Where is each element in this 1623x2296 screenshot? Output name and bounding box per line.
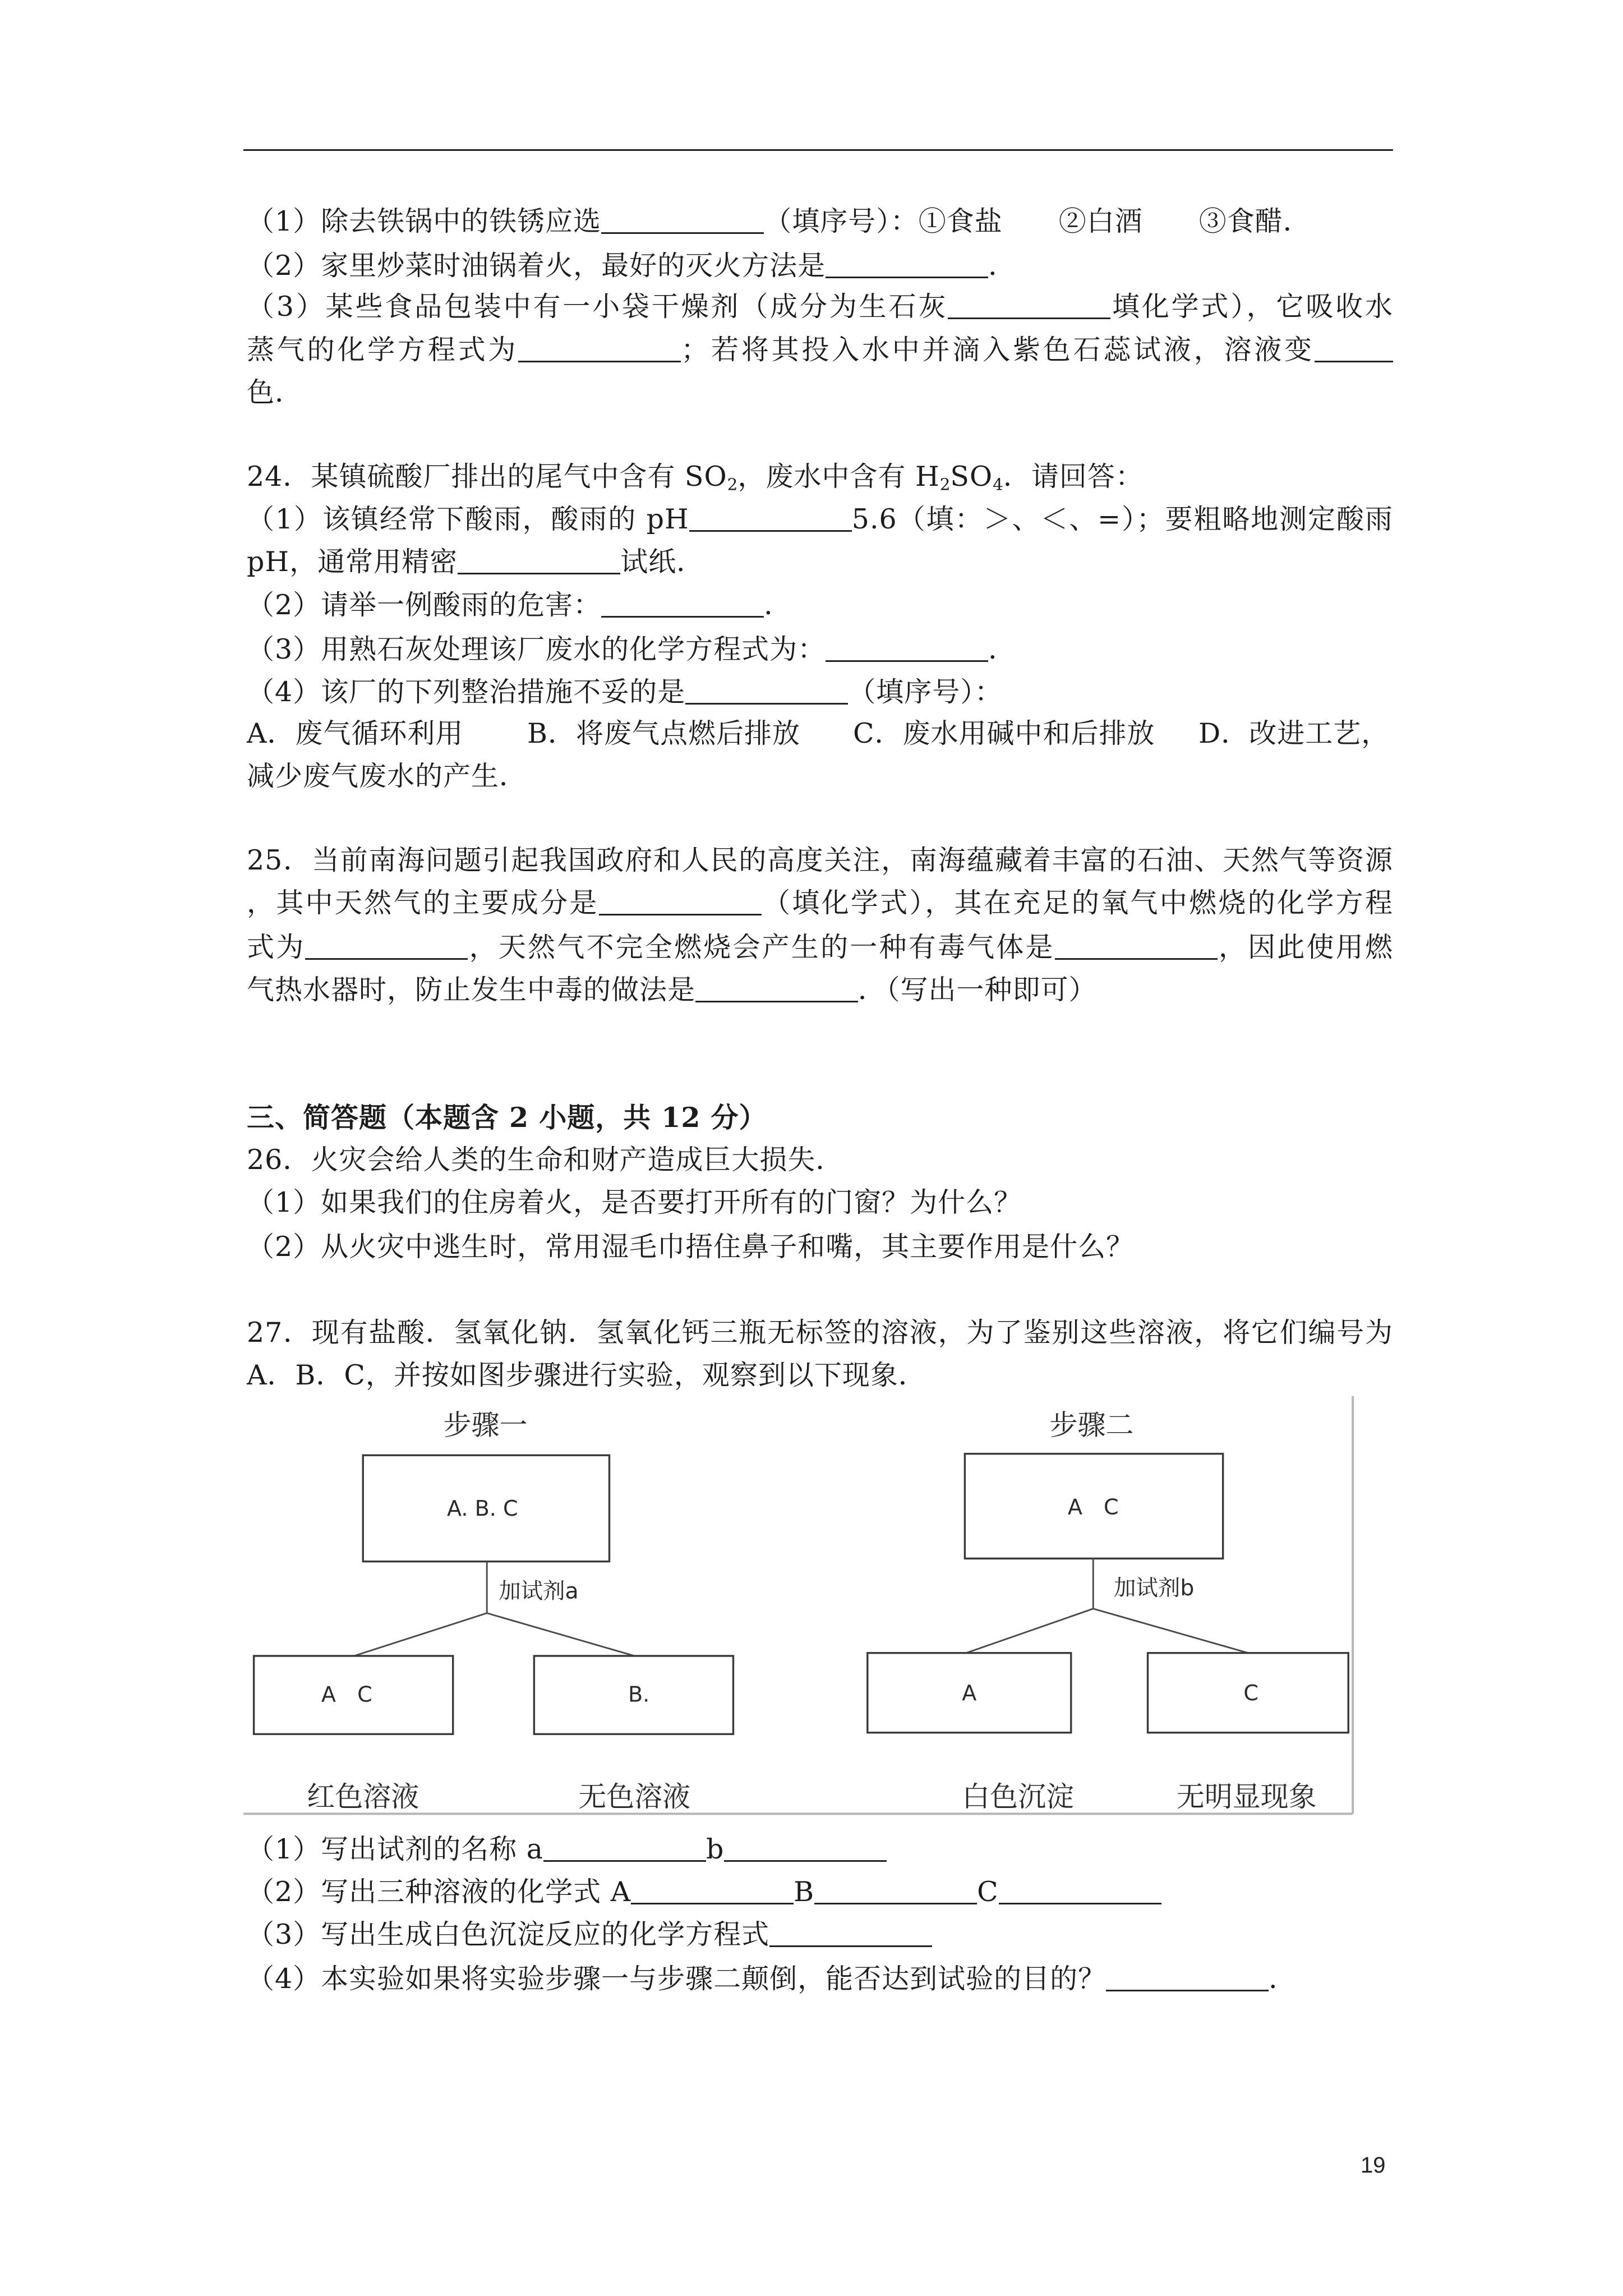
q24-option-c: C．废水用碱中和后排放 <box>853 717 1155 749</box>
answer-blank <box>518 338 681 362</box>
q26-part-2-text: （2）从火灾中逃生时，常用湿毛巾捂住鼻子和嘴，其主要作用是什么？ <box>247 1231 1135 1263</box>
q24-option-b: B．将废气点燃后排放 <box>527 717 801 749</box>
answer-blank <box>826 638 988 662</box>
answer-blank <box>769 1923 932 1947</box>
q24-option-d-continued <box>247 757 527 796</box>
q27-part-4-text: （4）本实验如果将实验步骤一与步骤二颠倒，能否达到试验的目的？ <box>247 1963 1106 1995</box>
q24-part-1-text: （1）该镇经常下酸雨，酸雨的 pH <box>247 503 689 535</box>
q25-line-3-cont: ，天然气不完全燃烧会产生的一种有毒气体是 <box>468 931 1055 963</box>
q24-part-3-text: （3）用熟石灰处理该厂废水的化学方程式为： <box>247 633 826 665</box>
q25-line-2-text: ，其中天然气的主要成分是 <box>247 887 599 919</box>
q27-part-4-end: ． <box>1269 1963 1297 1995</box>
q27-part-3-text: （3）写出生成白色沉淀反应的化学方程式 <box>247 1918 770 1950</box>
q27-part-2-text: （2）写出三种溶液的化学式 A <box>247 1876 631 1908</box>
q24-part-4 <box>247 673 1003 712</box>
q25-line-1-text: 25．当前南海问题引起我国政府和人民的高度关注，南海蕴藏着丰富的石油、天然气等资源 <box>247 844 1393 876</box>
q27-part-3 <box>247 1915 932 1954</box>
q24-part-1-line-2 <box>247 542 704 582</box>
answer-blank <box>1055 936 1218 960</box>
subscript: 2 <box>939 475 951 494</box>
q26-part-2 <box>247 1227 1134 1267</box>
q27-part-1-text: （1）写出试剂的名称 a <box>247 1833 543 1865</box>
connector-line <box>354 1613 487 1656</box>
q27-stem-line-2 <box>247 1356 926 1395</box>
q25-line-1 <box>247 841 1393 880</box>
q24-part-1-text-cont: 5.6（填：＞、＜、=）；要粗略地测定酸雨 <box>851 503 1394 535</box>
subscript: 2 <box>727 475 738 494</box>
q23-part-3-line-2-cont: ；若将其投入水中并滴入紫色石蕊试液，溶液变 <box>681 334 1315 366</box>
q24-part-3 <box>247 630 1016 669</box>
step-1-start-label: A. B. C <box>446 1496 518 1521</box>
q24-part-2-end: ． <box>764 589 792 621</box>
q24-part-4-text: （4）该厂的下列整治措施不妥的是 <box>247 676 686 708</box>
answer-blank <box>543 1838 706 1862</box>
step-1-reagent-label: 加试剂a <box>499 1578 579 1604</box>
q26-part-1 <box>247 1183 1022 1222</box>
step-1-flowchart <box>254 1409 734 1813</box>
step-2-right-result-label: C <box>1243 1680 1258 1705</box>
q23-part-1 <box>247 202 1311 241</box>
answer-blank <box>1315 338 1393 362</box>
section-3-heading-text: 三、简答题（本题含 2 小题，共 12 分） <box>247 1101 767 1134</box>
q27-part-2-b: B <box>794 1876 815 1908</box>
answer-blank <box>999 1880 1161 1904</box>
subscript: 4 <box>993 475 1003 494</box>
q27-stem-line-1-text: 27．现有盐酸．氢氧化钠．氢氧化钙三瓶无标签的溶液，为了鉴别这些溶液，将它们编号为 <box>247 1317 1393 1349</box>
step-2-right-observation: 无明显现象 <box>1176 1780 1317 1814</box>
q23-part-1-text: （1）除去铁锅中的铁锈应选 <box>247 205 602 237</box>
q23-part-3-text-cont: 填化学式），它吸收水 <box>1110 291 1393 323</box>
header-rule <box>243 149 1393 151</box>
q24-stem <box>247 457 1144 496</box>
q23-part-2-end: ． <box>988 250 1017 282</box>
q23-part-3-line-3-text: 色． <box>247 376 303 408</box>
q24-part-1-line-2-text: pH，通常用精密 <box>247 546 458 578</box>
answer-blank <box>305 936 468 960</box>
q24-part-1-line-1 <box>247 500 1393 539</box>
q25-line-2-cont: （填化学式），其在充足的氧气中燃烧的化学方程 <box>761 887 1393 919</box>
q23-part-2-text: （2）家里炒菜时油锅着火，最好的灭火方法是 <box>247 250 826 282</box>
q24-part-3-end: ． <box>988 633 1017 665</box>
step-1-left-result-label: A C <box>321 1682 372 1707</box>
q25-line-3 <box>247 928 1393 967</box>
q24-options <box>247 714 1393 753</box>
step-2-left-result-label: A <box>962 1680 977 1705</box>
q27-part-1-b: b <box>706 1833 725 1865</box>
answer-blank <box>601 210 764 234</box>
step-1-right-observation: 无色溶液 <box>578 1780 691 1814</box>
connector-line <box>487 1613 634 1656</box>
q23-part-3-line-2 <box>247 330 1393 370</box>
step-2-left-observation: 白色沉淀 <box>962 1780 1075 1814</box>
q23-part-3-text: （3）某些食品包装中有一小袋干燥剂（成分为生石灰 <box>247 291 948 323</box>
q25-line-4-text: 气热水器时，防止发生中毒的做法是 <box>247 974 696 1006</box>
q25-line-4-end: ．（写出一种即可） <box>858 974 1097 1006</box>
connector-line <box>1093 1609 1248 1653</box>
answer-blank <box>458 550 620 574</box>
q25-line-3-text: 式为 <box>247 931 306 963</box>
step-2-reagent-label: 加试剂b <box>1114 1575 1195 1602</box>
experiment-steps-diagram <box>243 1396 1354 1815</box>
q23-part-3-line-3 <box>247 373 303 412</box>
answer-blank <box>601 593 764 618</box>
q27-stem-line-2-text: A．B．C，并按如图步骤进行实验，观察到以下现象． <box>247 1359 926 1391</box>
q26-part-1-text: （1）如果我们的住房着火，是否要打开所有的门窗？为什么？ <box>247 1186 1022 1218</box>
connector-line <box>966 1609 1093 1653</box>
q23-part-1-options: （填序号）：①食盐 ②白酒 ③食醋． <box>764 205 1311 237</box>
step-1-right-result-label: B. <box>628 1682 650 1707</box>
q27-stem-line-1 <box>247 1313 1393 1352</box>
answer-blank <box>826 254 988 278</box>
q25-line-2 <box>247 884 1393 923</box>
answer-blank <box>685 680 848 705</box>
q24-option-d-cont-text: 减少废气废水的产生． <box>247 760 528 792</box>
q24-option-d: D．改进工艺， <box>1198 717 1390 749</box>
answer-blank <box>599 891 762 915</box>
q27-part-2 <box>247 1872 1161 1912</box>
answer-blank <box>814 1880 977 1904</box>
q26-stem-text: 26．火灾会给人类的生命和财产造成巨大损失． <box>247 1144 844 1176</box>
step-2-start-label: A C <box>1067 1494 1119 1520</box>
q27-part-4 <box>247 1959 1297 1999</box>
q27-part-1 <box>247 1830 887 1869</box>
q24-part-4-end: （填序号）： <box>848 676 1003 708</box>
answer-blank <box>631 1880 794 1904</box>
answer-blank <box>695 978 858 1002</box>
step-1-left-observation: 红色溶液 <box>307 1780 419 1814</box>
q24-stem-text: SO <box>950 461 993 493</box>
q24-stem-text: 24．某镇硫酸厂排出的尾气中含有 SO <box>247 461 727 493</box>
q24-part-2-text: （2）请举一例酸雨的危害： <box>247 589 602 621</box>
step-2-title: 步骤二 <box>1049 1409 1134 1442</box>
page-number: 19 <box>1361 2153 1386 2178</box>
q24-stem-text: ．请回答： <box>1003 461 1144 493</box>
q27-part-2-c: C <box>977 1876 999 1908</box>
answer-blank <box>1106 1967 1269 1991</box>
answer-blank <box>948 295 1110 319</box>
q23-part-3-line-1 <box>247 287 1393 326</box>
answer-blank <box>689 508 852 532</box>
q25-line-4 <box>247 970 1097 1010</box>
q24-stem-text: ，废水中含有 H <box>737 461 940 493</box>
q26-stem <box>247 1140 843 1180</box>
q25-line-3-end: ，因此使用燃 <box>1217 931 1393 963</box>
answer-blank <box>724 1838 887 1862</box>
q24-option-a: A．废气循环利用 <box>247 717 464 749</box>
q23-part-2 <box>247 246 1016 286</box>
step-2-flowchart <box>868 1409 1348 1813</box>
q23-part-3-line-2-text: 蒸气的化学方程式为 <box>247 334 519 366</box>
step-1-title: 步骤一 <box>443 1409 528 1442</box>
q24-part-2 <box>247 586 792 625</box>
q24-part-1-line-2-end: 试纸． <box>620 546 705 578</box>
section-3-heading <box>247 1098 767 1137</box>
